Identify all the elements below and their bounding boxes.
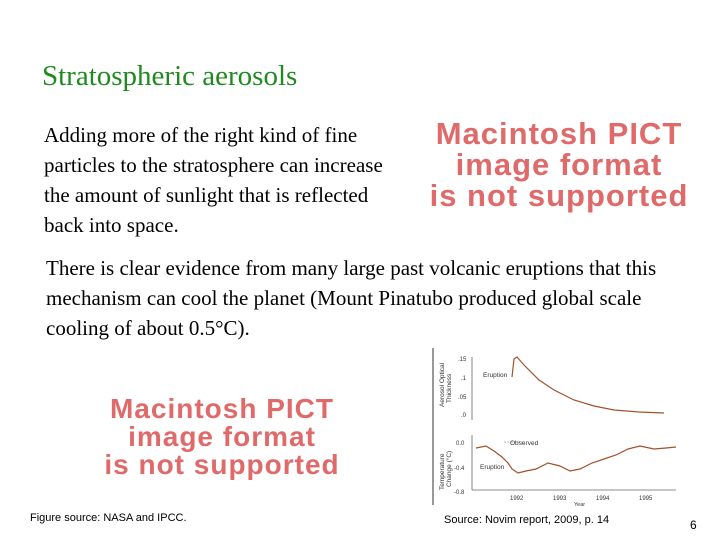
pict-placeholder-2 xyxy=(22,395,422,479)
pict-line: Macintosh PICT xyxy=(435,116,683,151)
top-ylabel-line2: Thickness xyxy=(446,373,453,403)
pict-line: is not supported xyxy=(429,178,689,213)
pict-line: image format xyxy=(128,421,316,452)
top-ytick: .15 xyxy=(458,357,467,363)
eruption-label-bottom: Eruption xyxy=(480,464,505,471)
source-citation: Source: Novim report, 2009, p. 14 xyxy=(444,514,610,526)
temperature-change-curve xyxy=(476,446,676,473)
pinatubo-figure xyxy=(414,345,682,507)
top-ytick: .1 xyxy=(461,376,467,382)
xtick: 1992 xyxy=(510,496,524,502)
pict-placeholder-1 xyxy=(400,118,718,211)
pict-line: image format xyxy=(455,147,663,182)
top-ytick: .05 xyxy=(458,395,467,401)
top-ylabel-line1: Aerosol Optical xyxy=(439,362,446,407)
body-paragraph-2: There is clear evidence from many large past volcanic eruptions that this mechanism can cool the planet (Mount Pinatubo produced global scale cooling of about 0.5°C). xyxy=(46,256,657,340)
bottom-ytick: 0.0 xyxy=(456,441,465,447)
bottom-ytick: -0.4 xyxy=(454,466,465,472)
pict-line: is not supported xyxy=(104,449,340,480)
xtick: 1994 xyxy=(596,496,610,502)
slide-number: 6 xyxy=(690,518,697,532)
figure-source: Figure source: NASA and IPCC. xyxy=(30,512,187,524)
top-ytick: .0 xyxy=(461,413,467,419)
body-paragraph-1: Adding more of the right kind of fine particles to the stratosphere can increase the amount of sunlight that is reflected back into space. xyxy=(44,123,383,237)
xtick: 1995 xyxy=(639,496,653,502)
xlabel: Year xyxy=(574,502,586,507)
bottom-ytick: -0.8 xyxy=(454,490,465,496)
bottom-ylabel-line2: Change (°C) xyxy=(446,450,453,487)
eruption-label-top: Eruption xyxy=(483,372,508,379)
aerosol-thickness-curve xyxy=(512,357,664,413)
observed-label: Observed xyxy=(510,440,539,447)
pict-line: Macintosh PICT xyxy=(109,393,334,424)
bottom-ylabel-line1: Temperature xyxy=(439,453,446,490)
slide-title: Stratospheric aerosols xyxy=(42,60,298,92)
xtick: 1993 xyxy=(553,496,567,502)
